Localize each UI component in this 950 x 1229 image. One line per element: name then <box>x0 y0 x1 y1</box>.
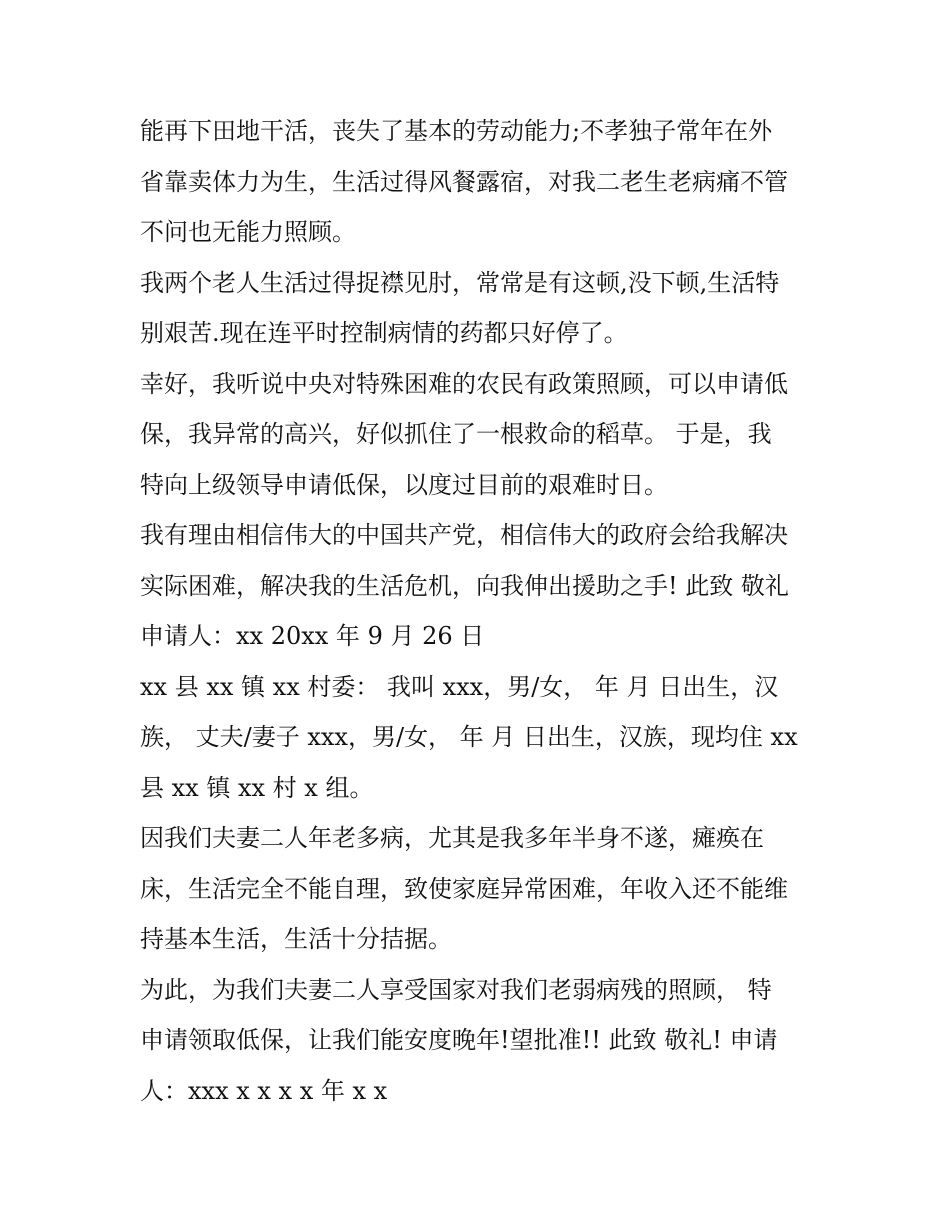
text-line: 因我们夫妻二人年老多病，尤其是我多年半身不遂，瘫痪在 <box>140 824 764 852</box>
text-line: 为此，为我们夫妻二人享受国家对我们老弱病残的照顾， 特 <box>140 975 772 1004</box>
signature-line: 申请人：xx 20xx 年 9 月 26 日 <box>140 622 485 650</box>
text-line: 保，我异常的高兴，好似抓住了一根救命的稻草。 于是，我 <box>140 420 772 448</box>
signature-line: 人：xxx x x x x 年 x x <box>140 1076 388 1105</box>
text-line: 县 xx 镇 xx 村 x 组。 <box>140 773 374 802</box>
text-line: 床，生活完全不能自理，致使家庭异常困难，年收入还不能维 <box>140 874 788 903</box>
text-line: 特向上级领导申请低保，以度过目前的艰难时日。 <box>140 470 668 499</box>
text-line: 我有理由相信伟大的中国共产党，相信伟大的政府会给我解决 <box>140 521 788 549</box>
text-line: 实际困难，解决我的生活危机，向我伸出援助之手! 此致 敬礼 <box>140 571 789 600</box>
text-line: 能再下田地干活，丧失了基本的劳动能力;不孝独子常年在外 <box>140 117 773 145</box>
text-line: xx 县 xx 镇 xx 村委： 我叫 xxx，男/女， 年 月 日出生，汉 <box>140 672 779 701</box>
text-line: 省靠卖体力为生，生活过得风餐露宿，对我二老生老病痛不管 <box>140 167 788 196</box>
text-line: 族， 丈夫/妻子 xxx，男/女， 年 月 日出生，汉族，现均住 xx <box>140 723 798 751</box>
text-line: 我两个老人生活过得捉襟见肘，常常是有这顿,没下顿,生活特 <box>140 268 780 297</box>
text-line: 幸好，我听说中央对特殊困难的农民有政策照顾，可以申请低 <box>140 369 788 398</box>
text-line: 申请领取低保，让我们能安度晚年!望批准!! 此致 敬礼! 申请 <box>140 1026 778 1054</box>
text-line: 别艰苦.现在连平时控制病情的药都只好停了。 <box>140 319 628 347</box>
text-line: 不问也无能力照顾。 <box>140 218 356 246</box>
text-line: 持基本生活，生活十分拮据。 <box>140 925 452 953</box>
document-body <box>140 106 830 1116</box>
